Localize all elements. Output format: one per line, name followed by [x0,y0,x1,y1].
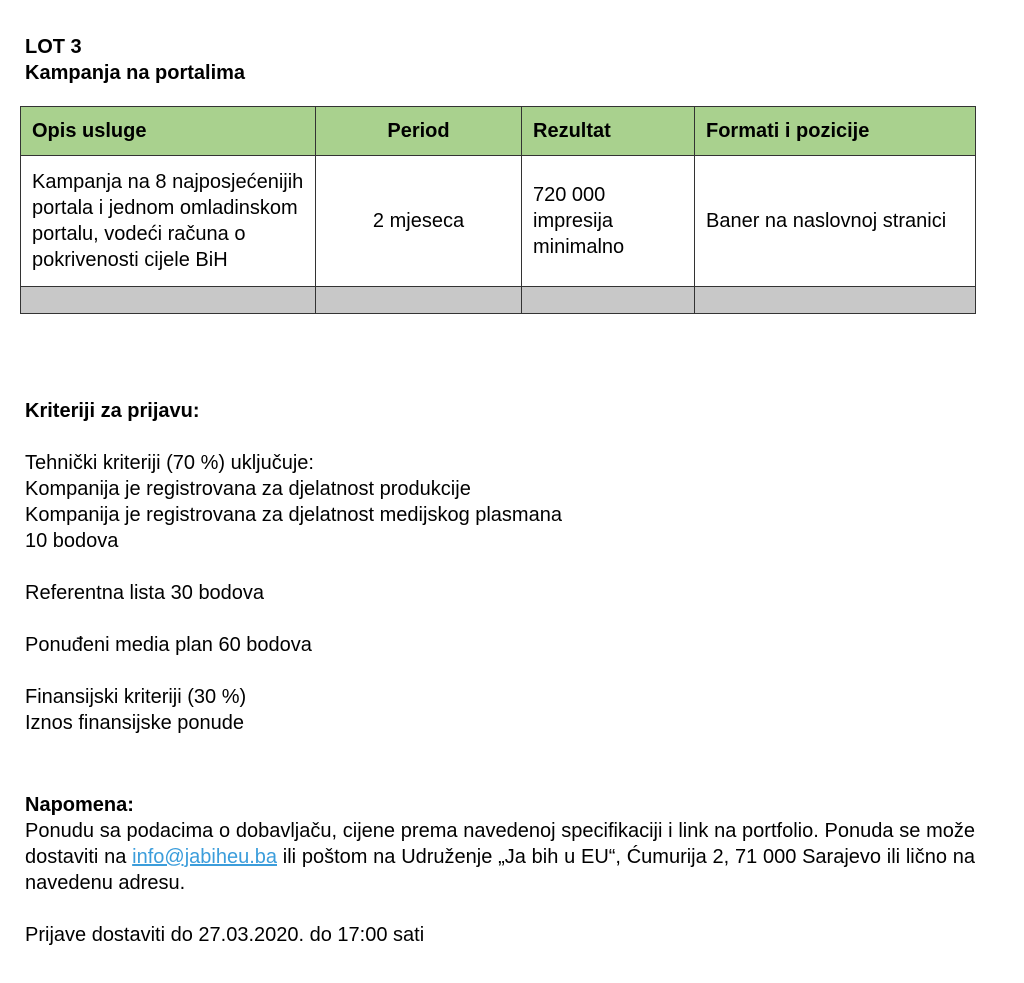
specification-table [20,106,976,314]
note-line: ili poštom na Udruženje „Ja bih u EU“, Ćumurija 2, 71 000 Sarajevo ili lično na navedenu adresu. [25,846,975,894]
tech-criteria-title: Tehnički kriteriji (70 %) uključuje: [25,452,314,474]
empty-cell [695,287,976,314]
note-section [25,792,975,948]
header-period: Period [316,107,522,156]
financial-criteria-line: Iznos finansijske ponude [25,712,245,734]
cell-formati: Baner na naslovnoj stranici [695,156,976,287]
note-paragraph [25,818,975,896]
table-header-row [21,107,976,156]
criteria-heading: Kriteriji za prijavu: [25,400,200,422]
reference-list: Referentna lista 30 bodova [25,582,265,604]
note-heading: Napomena: [25,794,134,816]
criteria-section [25,398,975,736]
note-line: Ponuda se može dostaviti na [25,820,975,868]
header-rezultat: Rezultat [522,107,695,156]
document-header [25,34,975,86]
lot-number: LOT 3 [25,36,82,58]
header-opis: Opis usluge [21,107,316,156]
media-plan: Ponuđeni media plan 60 bodova [25,634,312,656]
tech-criteria-line: Kompanija je registrovana za djelatnost produkcije [25,478,471,500]
table-empty-row [21,287,976,314]
cell-rezultat: 720 000 impresija minimalno [522,156,695,287]
tech-criteria-points: 10 bodova [25,530,119,552]
table-row [21,156,976,287]
cell-opis: Kampanja na 8 najposjećenijih portala i jednom omladinskom portalu, vodeći računa o pokrivenosti cijele BiH [21,156,316,287]
note-line: Ponudu sa podacima o dobavljaču, cijene prema navedenoj specifikaciji i link na portfolio. [25,820,819,842]
lot-title: Kampanja na portalima [25,62,246,84]
tech-criteria-line: Kompanija je registrovana za djelatnost medijskog plasmana [25,504,562,526]
empty-cell [316,287,522,314]
deadline: Prijave dostaviti do 27.03.2020. do 17:00 sati [25,924,425,946]
header-formati: Formati i pozicije [695,107,976,156]
cell-period: 2 mjeseca [316,156,522,287]
email-link[interactable]: info@jabiheu.ba [132,846,277,868]
empty-cell [522,287,695,314]
empty-cell [21,287,316,314]
financial-criteria-title: Finansijski kriteriji (30 %) [25,686,247,708]
